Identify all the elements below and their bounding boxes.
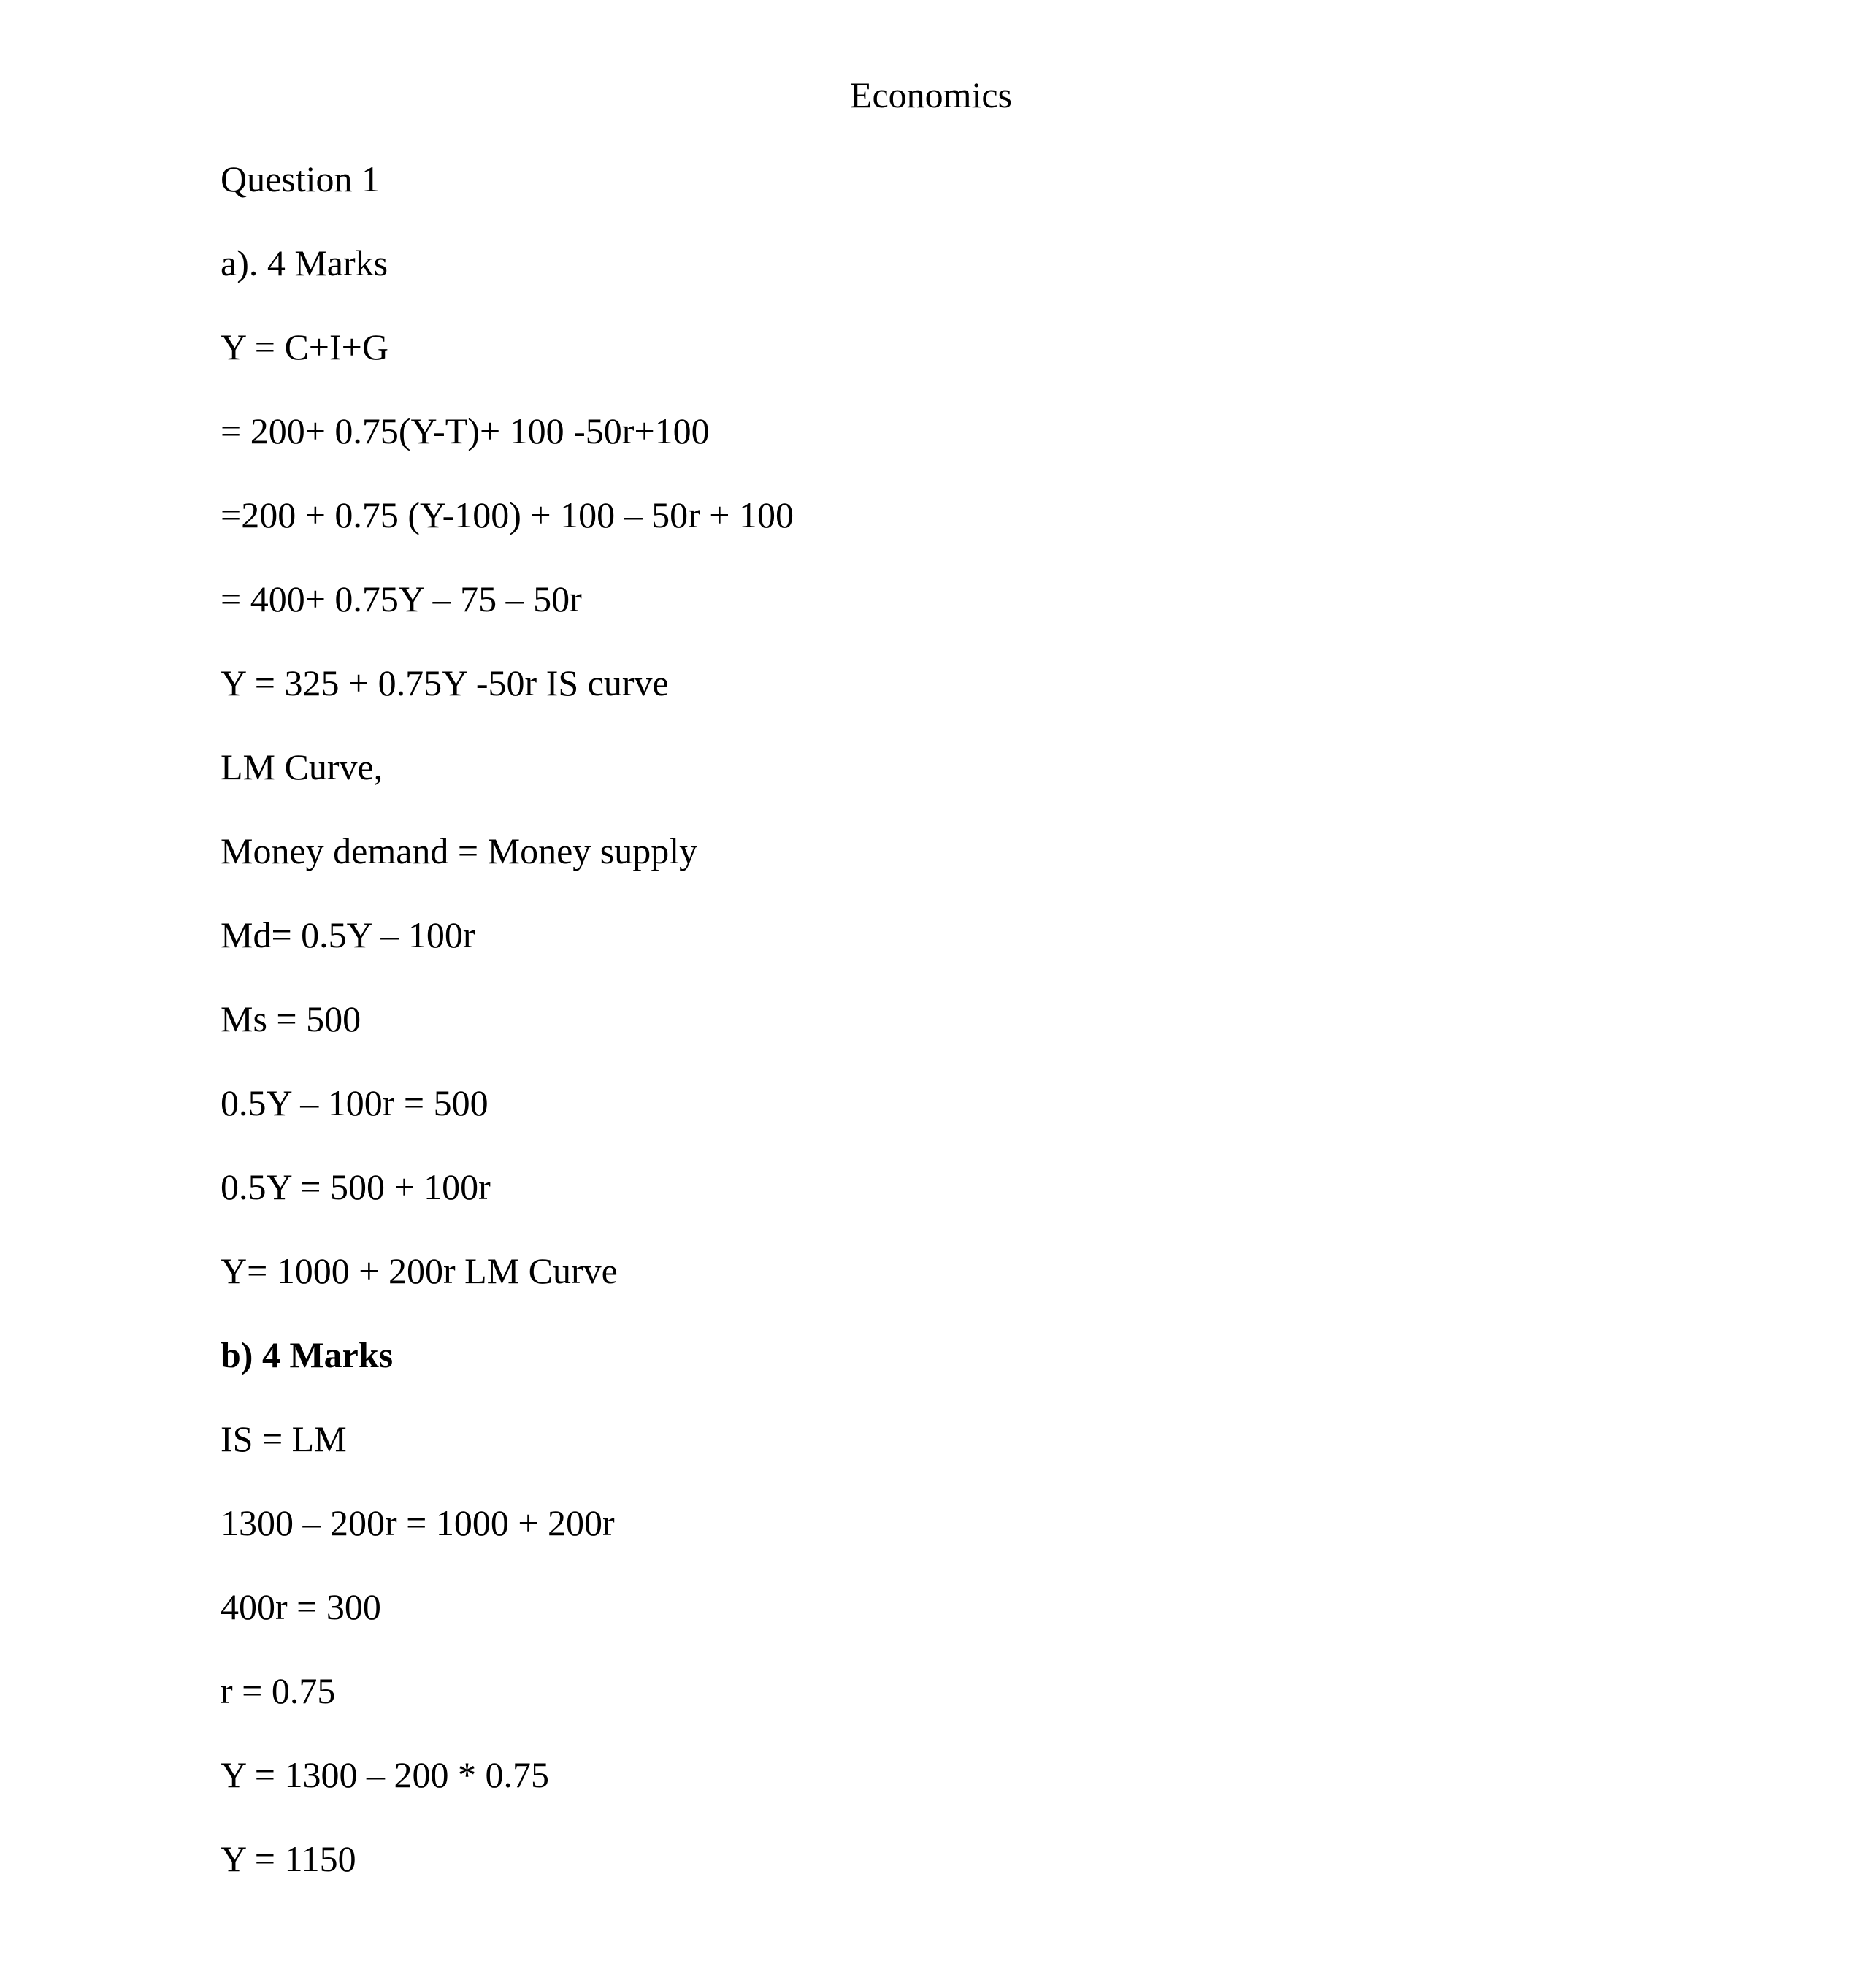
equation-line: 400r = 300 bbox=[221, 1586, 381, 1627]
is-curve-equation: Y = 325 + 0.75Y -50r IS curve bbox=[221, 662, 669, 703]
equation-line: = 400+ 0.75Y – 75 – 50r bbox=[221, 578, 582, 619]
equation-line: Md= 0.5Y – 100r bbox=[221, 914, 475, 955]
equation-line: r = 0.75 bbox=[221, 1670, 336, 1711]
equation-line: = 200+ 0.75(Y-T)+ 100 -50r+100 bbox=[221, 410, 710, 451]
equation-line: Y = 1150 bbox=[221, 1838, 356, 1879]
equation-line: Money demand = Money supply bbox=[221, 830, 698, 871]
equation-line: Ms = 500 bbox=[221, 998, 361, 1039]
equation-line: IS = LM bbox=[221, 1418, 347, 1459]
equation-line: 0.5Y = 500 + 100r bbox=[221, 1166, 491, 1207]
lm-curve-equation: Y= 1000 + 200r LM Curve bbox=[221, 1250, 618, 1291]
equation-line: =200 + 0.75 (Y-100) + 100 – 50r + 100 bbox=[221, 494, 794, 535]
part-b-heading: b) 4 Marks bbox=[221, 1334, 394, 1375]
equation-line: Y = C+I+G bbox=[221, 326, 388, 367]
part-a-heading: a). 4 Marks bbox=[221, 242, 388, 283]
document-body bbox=[221, 157, 1681, 1921]
equation-line: 1300 – 200r = 1000 + 200r bbox=[221, 1502, 615, 1543]
lm-curve-heading: LM Curve, bbox=[221, 746, 383, 787]
equation-line: Y = 1300 – 200 * 0.75 bbox=[221, 1754, 549, 1795]
question-heading: Question 1 bbox=[221, 158, 380, 199]
equation-line: 0.5Y – 100r = 500 bbox=[221, 1082, 489, 1123]
document-title: Economics bbox=[849, 74, 1013, 115]
